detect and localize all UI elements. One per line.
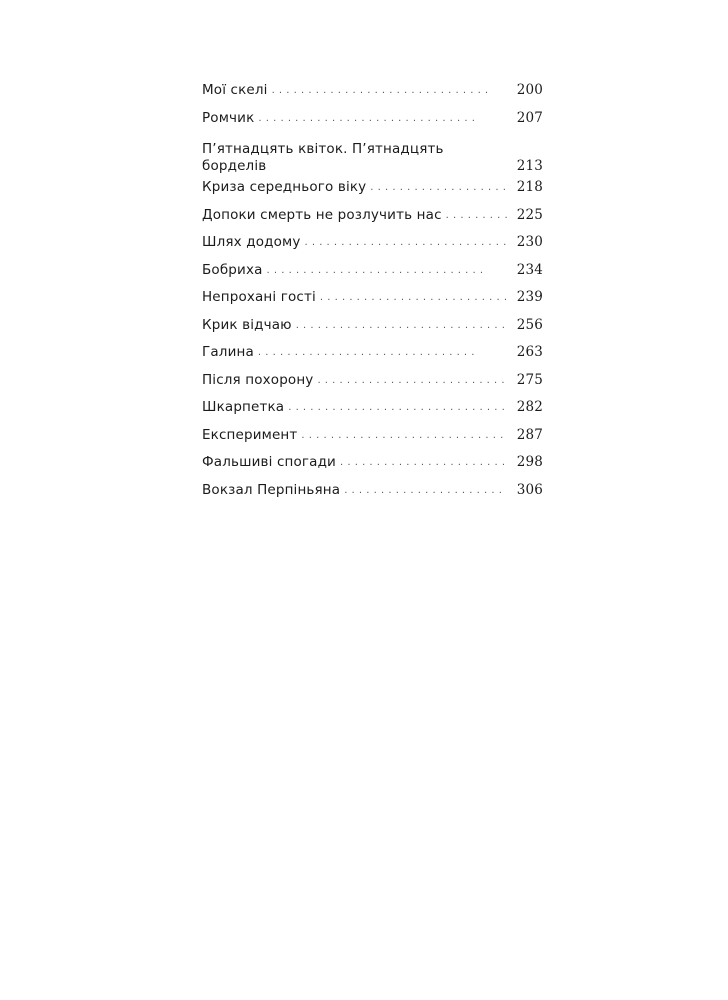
toc-entry-page: 306: [516, 481, 543, 498]
toc-entry-title: Галина: [202, 344, 254, 360]
toc-entry-title: Експеримент: [202, 426, 298, 443]
toc-entry-page: 225: [516, 206, 543, 223]
toc-entry: [202, 179, 543, 207]
toc-entry-title: Фальшиві спогади: [202, 454, 336, 470]
toc-entry-page: 207: [516, 109, 543, 126]
toc-entry: [202, 454, 543, 482]
toc-entry: [202, 110, 543, 138]
toc-entry: [202, 344, 543, 372]
toc-entry-page: 218: [516, 179, 543, 195]
toc-entry-page: 256: [516, 316, 543, 333]
toc-entry-page: 298: [516, 454, 543, 470]
toc-entry-page: 282: [516, 399, 543, 415]
dot-leader: [301, 431, 507, 441]
toc-entry-title: Шкарпетка: [202, 399, 285, 415]
toc-entry: [202, 262, 543, 290]
dot-leader: [288, 403, 507, 413]
toc-entry-title: Непрохані гості: [202, 289, 316, 305]
dot-leader: [267, 266, 487, 276]
dot-leader: [258, 114, 478, 124]
toc-entry-title: Мої скелі: [202, 82, 268, 98]
dot-leader: [317, 376, 507, 386]
toc-entry: [202, 207, 543, 235]
dot-leader: [272, 86, 492, 96]
dot-leader: [304, 238, 507, 248]
toc-entry-title: Шлях додому: [202, 234, 301, 250]
toc-entry-page: 200: [516, 82, 543, 98]
toc-entry-page: 213: [516, 158, 543, 174]
dot-leader: [258, 348, 478, 358]
toc-entry-page: 239: [516, 289, 543, 305]
toc-entry-title: Вокзал Перпіньяна: [202, 481, 341, 498]
table-of-contents: [202, 82, 543, 509]
toc-entry: [202, 427, 543, 455]
toc-entry-title: Бобриха: [202, 261, 263, 278]
toc-entry-page: 263: [516, 344, 543, 360]
toc-entry: [202, 234, 543, 262]
toc-entry-title: Після похорону: [202, 371, 314, 388]
toc-entry-page: 287: [516, 426, 543, 443]
dot-leader: [296, 321, 507, 331]
toc-entry: [202, 137, 543, 179]
dot-leader: [320, 293, 507, 303]
toc-entry: [202, 82, 543, 110]
toc-entry-title: Крик відчаю: [202, 316, 292, 333]
toc-entry: [202, 317, 543, 345]
toc-entry-page: 234: [516, 261, 543, 278]
toc-entry: [202, 372, 543, 400]
toc-entry-title: Криза середнього віку: [202, 179, 367, 195]
toc-entry: [202, 289, 543, 317]
toc-entry-title: Ромчик: [202, 109, 255, 126]
toc-entry: [202, 399, 543, 427]
toc-entry-title: П’ятнадцять квіток. П’ятнадцять борделів: [202, 141, 444, 174]
toc-entry: [202, 482, 543, 510]
dot-leader: [344, 486, 507, 496]
dot-leader: [446, 211, 507, 221]
toc-entry-title: Допоки смерть не розлучить нас: [202, 206, 442, 223]
dot-leader: [370, 183, 507, 193]
dot-leader: [340, 458, 507, 468]
toc-entry-page: 230: [516, 234, 543, 250]
toc-entry-page: 275: [516, 371, 543, 388]
